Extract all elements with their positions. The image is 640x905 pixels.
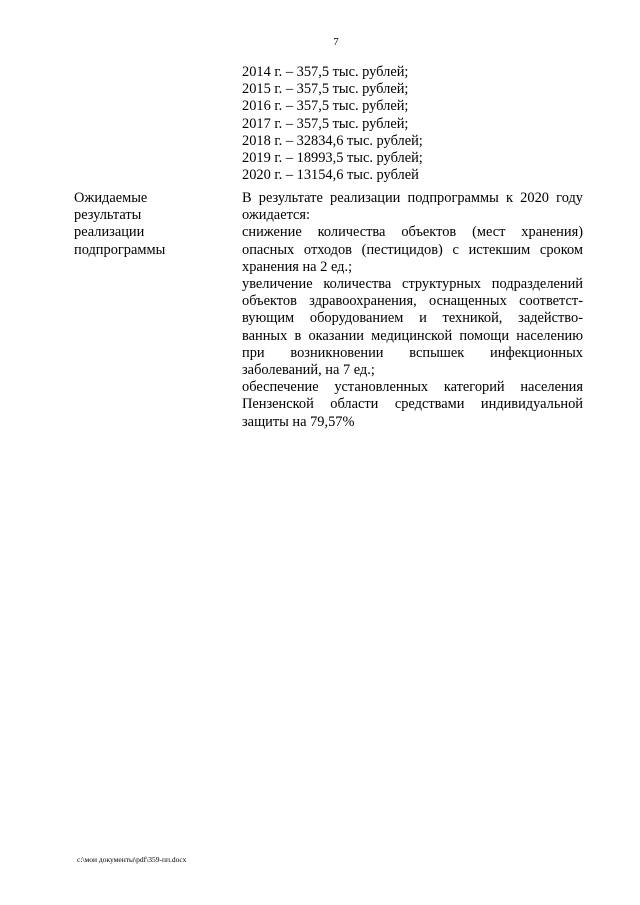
text-line: заболеваний, на 7 ед.; xyxy=(242,362,375,379)
text-line: увеличение количества структурных подразделений xyxy=(242,276,583,293)
funding-line-2020: 2020 г. – 13154,6 тыс. рублей xyxy=(242,167,419,184)
text-line: вующим оборудованием и техникой, задейство- xyxy=(242,310,583,327)
text-line: защиты на 79,57% xyxy=(242,413,355,430)
document-file-path: c:\мои документы\pdf\359-пп.docx xyxy=(77,855,187,864)
results-item-waste-reduction xyxy=(242,224,583,276)
text-line: снижение количества объектов (мест хранения) xyxy=(242,224,583,241)
text-line: ожидается: xyxy=(242,207,311,224)
text-line: В результате реализации подпрограммы к 2020 году xyxy=(242,190,583,206)
results-item-health-units xyxy=(242,276,583,379)
label-line: результаты xyxy=(74,207,142,224)
page-number: 7 xyxy=(333,36,339,48)
expected-results-content xyxy=(242,190,583,431)
label-line: реализации xyxy=(74,224,145,241)
funding-line-2014: 2014 г. – 357,5 тыс. рублей; xyxy=(242,64,409,80)
results-item-protection-supply xyxy=(242,379,583,431)
text-line: объектов здравоохранения, оснащенных соответст- xyxy=(242,293,583,310)
funding-line-2016: 2016 г. – 357,5 тыс. рублей; xyxy=(242,98,409,115)
text-line: обеспечение установленных категорий населения xyxy=(242,379,583,396)
funding-line-2019: 2019 г. – 18993,5 тыс. рублей; xyxy=(242,150,423,167)
results-intro-paragraph xyxy=(242,190,583,224)
funding-by-year-list xyxy=(242,64,582,184)
text-line: при возникновении вспышек инфекционных xyxy=(242,344,583,361)
text-line: опасных отходов (пестицидов) с истекшим сроком xyxy=(242,241,583,258)
expected-results-label xyxy=(74,190,204,259)
label-line: Ожидаемые xyxy=(74,190,148,206)
funding-line-2018: 2018 г. – 32834,6 тыс. рублей; xyxy=(242,132,423,149)
label-line: подпрограммы xyxy=(74,241,166,258)
text-line: хранения на 2 ед.; xyxy=(242,258,353,275)
funding-line-2015: 2015 г. – 357,5 тыс. рублей; xyxy=(242,81,409,98)
text-line: ванных в оказании медицинской помощи населению xyxy=(242,327,583,344)
text-line: Пензенской области средствами индивидуальной xyxy=(242,396,583,413)
funding-line-2017: 2017 г. – 357,5 тыс. рублей; xyxy=(242,115,409,132)
